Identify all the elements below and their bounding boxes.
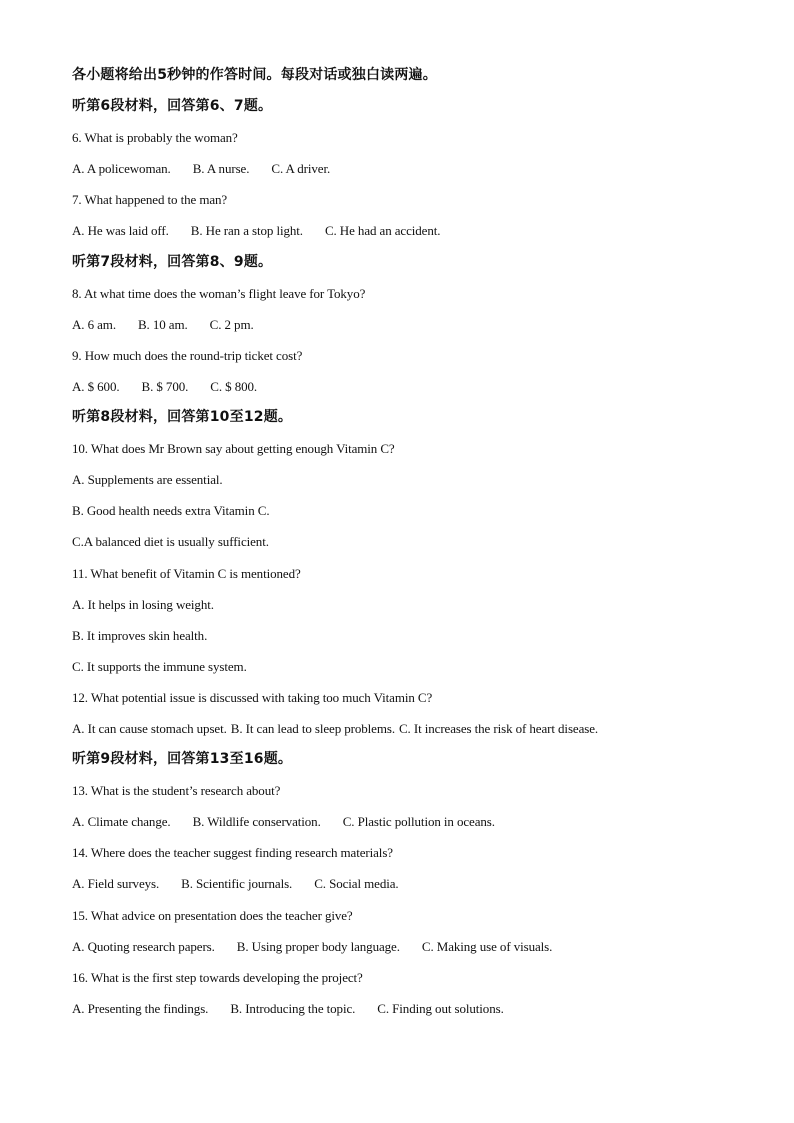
option-12c: C. It increases the risk of heart disease. <box>398 720 599 736</box>
question-9: 9. How much does the round-trip ticket cost? <box>72 347 303 363</box>
option-14c: C. Social media. <box>314 876 399 892</box>
question-12: 12. What potential issue is discussed with taking too much Vitamin C? <box>72 689 433 705</box>
option-16c: C. Finding out solutions. <box>377 1000 504 1016</box>
options-13 <box>72 806 762 837</box>
question-8: 8. At what time does the woman’s flight leave for Tokyo? <box>72 285 366 301</box>
option-12b: B. It can lead to sleep problems. <box>230 720 395 736</box>
question-14: 14. Where does the teacher suggest finding research materials? <box>72 845 393 861</box>
question-6: 6. What is probably the woman? <box>72 130 238 146</box>
option-15a: A. Quoting research papers. <box>72 938 215 954</box>
option-15b: B. Using proper body language. <box>236 938 400 954</box>
option-8b: B. 10 am. <box>137 316 188 332</box>
option-6a: A. A policewoman. <box>72 161 171 177</box>
options-16 <box>72 993 762 1024</box>
option-10c: C.A balanced diet is usually sufficient. <box>72 534 269 550</box>
option-6c: C. A driver. <box>271 161 331 177</box>
option-13c: C. Plastic pollution in oceans. <box>342 814 495 830</box>
option-10b: B. Good health needs extra Vitamin C. <box>72 503 270 519</box>
options-9 <box>72 371 762 402</box>
options-12 <box>72 713 762 744</box>
question-16: 16. What is the first step towards developing the project? <box>72 969 363 985</box>
option-7a: A. He was laid off. <box>72 223 169 239</box>
options-14 <box>72 868 762 899</box>
section-heading-9: 听第9段材料，回答第13至16题。 <box>72 751 293 768</box>
exam-page <box>72 60 762 1024</box>
option-11c: C. It supports the immune system. <box>72 658 247 674</box>
question-15: 15. What advice on presentation does the teacher give? <box>72 907 353 923</box>
option-8c: C. 2 pm. <box>209 316 254 332</box>
instructions: 各小题将给出5秒钟的作答时间。每段对话或独白读两遍。 <box>72 67 437 83</box>
section-heading-8: 听第8段材料，回答第10至12题。 <box>72 409 293 426</box>
option-6b: B. A nurse. <box>192 161 250 177</box>
option-16b: B. Introducing the topic. <box>230 1000 356 1016</box>
option-16a: A. Presenting the findings. <box>72 1000 209 1016</box>
option-7c: C. He had an accident. <box>324 223 441 239</box>
option-9c: C. $ 800. <box>210 378 258 394</box>
section-heading-6: 听第6段材料，回答第6、7题。 <box>72 98 273 115</box>
option-8a: A. 6 am. <box>72 316 116 332</box>
options-15 <box>72 931 762 962</box>
option-10a: A. Supplements are essential. <box>72 472 223 488</box>
option-15c: C. Making use of visuals. <box>421 938 553 954</box>
option-14b: B. Scientific journals. <box>181 876 293 892</box>
option-9b: B. $ 700. <box>141 378 189 394</box>
question-7: 7. What happened to the man? <box>72 192 228 208</box>
option-11b: B. It improves skin health. <box>72 627 208 643</box>
question-11: 11. What benefit of Vitamin C is mentioned? <box>72 565 301 581</box>
option-7b: B. He ran a stop light. <box>190 223 303 239</box>
option-13a: A. Climate change. <box>72 814 171 830</box>
option-9a: A. $ 600. <box>72 378 120 394</box>
option-13b: B. Wildlife conservation. <box>192 814 321 830</box>
options-8 <box>72 309 762 340</box>
option-12a: A. It can cause stomach upset. <box>72 720 227 736</box>
question-13: 13. What is the student’s research about? <box>72 783 281 799</box>
section-heading-7: 听第7段材料，回答第8、9题。 <box>72 253 273 270</box>
option-14a: A. Field surveys. <box>72 876 160 892</box>
options-7 <box>72 215 762 246</box>
option-11a: A. It helps in losing weight. <box>72 596 214 612</box>
question-10: 10. What does Mr Brown say about getting enough Vitamin C? <box>72 441 395 457</box>
options-6 <box>72 153 762 184</box>
